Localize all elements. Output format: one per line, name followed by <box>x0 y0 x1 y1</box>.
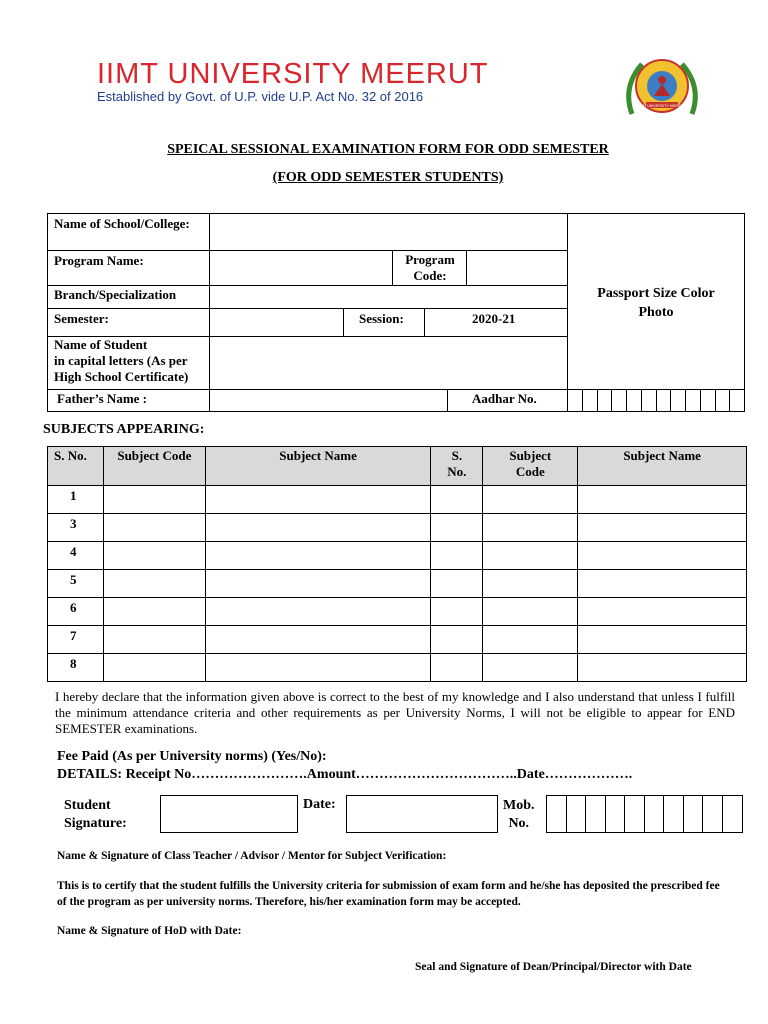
row-number: 6 <box>48 598 104 626</box>
row-number-cell[interactable] <box>431 486 483 514</box>
subject-name-cell[interactable] <box>578 514 747 542</box>
student-name-label-line: Name of Student <box>54 337 148 352</box>
subject-name-cell[interactable] <box>205 626 431 654</box>
mobile-label-line: No. <box>508 816 530 831</box>
program-code-label: Program Code: <box>405 252 455 283</box>
subject-code-cell[interactable] <box>103 486 205 514</box>
subject-name-cell[interactable] <box>205 486 431 514</box>
row-number: 3 <box>48 514 104 542</box>
student-name-label-line: High School Certificate) <box>54 369 189 384</box>
subject-name-cell[interactable] <box>205 570 431 598</box>
branch-field[interactable] <box>211 287 566 307</box>
date-box[interactable] <box>346 795 498 833</box>
subject-code-cell[interactable] <box>483 486 578 514</box>
subjects-table <box>47 446 747 682</box>
session-value: 2020-21 <box>472 311 516 326</box>
row-number: 8 <box>48 654 104 682</box>
row-number: 1 <box>48 486 104 514</box>
subject-name-cell[interactable] <box>578 626 747 654</box>
row-number-cell[interactable] <box>431 542 483 570</box>
subject-code-cell[interactable] <box>483 542 578 570</box>
subjects-header-row <box>48 447 747 486</box>
subject-code-cell[interactable] <box>483 598 578 626</box>
father-name-label: Father’s Name : <box>57 391 147 406</box>
table-row <box>48 486 747 514</box>
table-row <box>48 570 747 598</box>
subject-code-cell[interactable] <box>103 626 205 654</box>
student-signature-box[interactable] <box>160 795 298 833</box>
class-teacher-signature-label: Name & Signature of Class Teacher / Advisor / Mentor for Subject Verification: <box>57 850 447 862</box>
subject-code-cell[interactable] <box>483 626 578 654</box>
col-header: S. No. <box>431 447 483 486</box>
student-name-field[interactable] <box>211 338 566 388</box>
subject-name-cell[interactable] <box>205 542 431 570</box>
photo-placeholder-label: Passport Size Color Photo <box>597 286 715 320</box>
student-name-label <box>54 337 188 385</box>
mobile-number-boxes[interactable] <box>546 795 743 833</box>
subject-name-cell[interactable] <box>578 486 747 514</box>
logo-ribbon-text: IIMT UNIVERSITY MEERUT <box>639 104 685 108</box>
fee-paid-line: Fee Paid (As per University norms) (Yes/No): <box>57 749 327 764</box>
table-row <box>48 654 747 682</box>
program-name-label: Program Name: <box>54 253 144 268</box>
subject-code-cell[interactable] <box>103 542 205 570</box>
session-label: Session: <box>359 311 404 326</box>
col-header: S. No. <box>48 447 104 486</box>
subject-name-cell[interactable] <box>578 598 747 626</box>
aadhar-number-boxes[interactable] <box>568 390 745 412</box>
row-number-cell[interactable] <box>431 514 483 542</box>
school-label: Name of School/College: <box>54 216 190 231</box>
subject-name-cell[interactable] <box>205 514 431 542</box>
declaration-text: I hereby declare that the information given above is correct to the best of my knowledge and I also understand that unless I fulfill the minimum attendance criteria and other requirements as per University Norms, I will not be eligible to appear for END SEMESTER examinations. <box>55 689 735 736</box>
subject-code-cell[interactable] <box>483 514 578 542</box>
dean-signature-label: Seal and Signature of Dean/Principal/Director with Date <box>415 961 692 973</box>
table-row <box>48 598 747 626</box>
row-number: 4 <box>48 542 104 570</box>
row-number-cell[interactable] <box>431 654 483 682</box>
student-name-label-line: in capital letters (As per <box>54 353 188 368</box>
program-name-field[interactable] <box>211 252 391 284</box>
semester-field[interactable] <box>211 310 342 335</box>
row-number-cell[interactable] <box>431 570 483 598</box>
col-header: Subject Code <box>103 447 205 486</box>
row-number: 7 <box>48 626 104 654</box>
date-label: Date: <box>303 797 336 812</box>
col-header: Subject Name <box>205 447 431 486</box>
subjects-heading: SUBJECTS APPEARING: <box>43 422 205 437</box>
student-signature-label <box>64 797 127 833</box>
row-number-cell[interactable] <box>431 598 483 626</box>
university-emblem-logo <box>612 52 712 122</box>
subject-code-cell[interactable] <box>103 654 205 682</box>
mobile-label-line: Mob. <box>503 798 535 813</box>
subject-name-cell[interactable] <box>205 598 431 626</box>
mobile-label <box>503 797 535 833</box>
hod-signature-label: Name & Signature of HoD with Date: <box>57 925 242 937</box>
university-name: IIMT UNIVERSITY MEERUT <box>97 58 489 90</box>
row-number: 5 <box>48 570 104 598</box>
table-row <box>48 626 747 654</box>
subject-code-cell[interactable] <box>483 570 578 598</box>
program-code-field[interactable] <box>468 252 566 284</box>
table-row <box>48 542 747 570</box>
col-header: Subject Name <box>578 447 747 486</box>
subject-name-cell[interactable] <box>578 542 747 570</box>
subject-code-cell[interactable] <box>103 598 205 626</box>
school-field[interactable] <box>211 215 566 249</box>
semester-label: Semester: <box>54 311 109 326</box>
subject-name-cell[interactable] <box>578 570 747 598</box>
form-title: SPEICAL SESSIONAL EXAMINATION FORM FOR ODD SEMESTER <box>167 142 609 157</box>
branch-label: Branch/Specialization <box>54 287 177 302</box>
signature-label-line: Student <box>64 798 111 813</box>
row-number-cell[interactable] <box>431 626 483 654</box>
letterhead <box>0 30 768 120</box>
receipt-details-line: DETAILS: Receipt No…………………….Amount……………………………..Date………………. <box>57 767 633 782</box>
father-name-field[interactable] <box>211 391 446 411</box>
subject-code-cell[interactable] <box>103 514 205 542</box>
subject-code-cell[interactable] <box>483 654 578 682</box>
subject-name-cell[interactable] <box>205 654 431 682</box>
certification-text: This is to certify that the student fulfills the University criteria for submission of exam form and he/she has deposited the prescribed fee of the program as per university norms. Therefore, his/her examination form may be accepted. <box>57 880 720 908</box>
subject-code-cell[interactable] <box>103 570 205 598</box>
establishment-note: Established by Govt. of U.P. vide U.P. Act No. 32 of 2016 <box>97 89 424 104</box>
aadhar-label: Aadhar No. <box>472 391 537 406</box>
signature-label-line: Signature: <box>64 816 127 831</box>
form-subtitle: (FOR ODD SEMESTER STUDENTS) <box>272 170 504 185</box>
col-header: Subject Code <box>483 447 578 486</box>
table-row <box>48 514 747 542</box>
subject-name-cell[interactable] <box>578 654 747 682</box>
